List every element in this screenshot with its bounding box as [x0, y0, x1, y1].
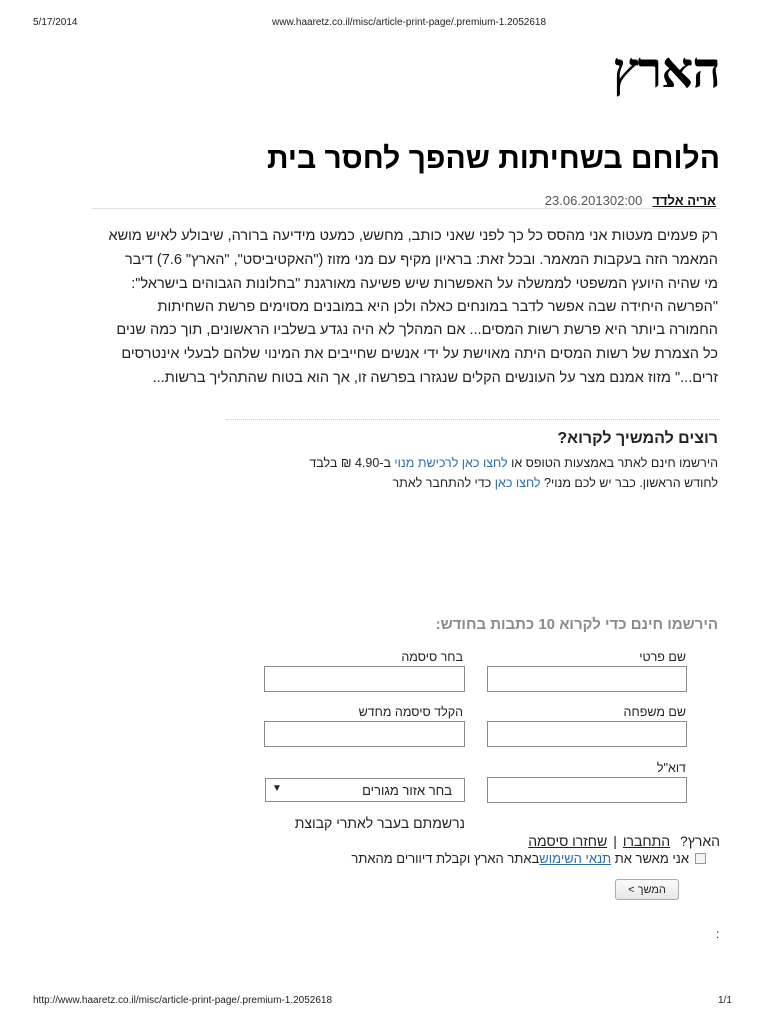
login-link[interactable]: התחברו: [622, 833, 671, 849]
cta-price-text: ב-4.90 ₪ בלבד: [309, 456, 395, 470]
article-body-line: החמורה ביותר היא פרשת רשות המסים... אם המהלך לא היה נגדע בשלביו הראשונים, תוך כמה שנים: [116, 322, 718, 338]
cta-text: לחודש הראשון. כבר יש לכם מנוי?: [540, 476, 718, 490]
footer-url: http://www.haaretz.co.il/misc/article-print-page/.premium-1.2052618: [33, 995, 333, 1006]
article-body-line: המאמר הזה בעקבות המאמר. ובכל זאת: בראיון מקיף עם מני מזוז ("האקטיביסט", "הארץ" 7.6) דיבר: [124, 252, 718, 268]
byline: [535, 193, 716, 208]
password-confirm-input[interactable]: [264, 721, 465, 747]
paywall-divider: [226, 419, 720, 420]
first-name-input[interactable]: [487, 666, 687, 692]
registration-title: הירשמו חינם כדי לקרוא 10 כתבות בחודש:: [435, 616, 718, 633]
page-number: 1/1: [718, 995, 732, 1006]
dropdown-arrow-icon: ▼: [272, 783, 282, 794]
author-link[interactable]: אריה אלדד: [652, 193, 716, 208]
article-body-line: כל הצמרת של רשות המסים היתה מאוישת על ידי אנשים שחייבים את המינוי שלהם לבעלי אינטרסים: [121, 346, 718, 362]
print-url: www.haaretz.co.il/misc/article-print-page/.premium-1.2052618: [272, 17, 547, 28]
password-input[interactable]: [264, 666, 465, 692]
previously-registered-text: נרשמתם בעבר לאתרי קבוצת: [294, 815, 465, 831]
last-name-label: שם משפחה: [623, 705, 686, 719]
cta-text: כדי להתחבר לאתר: [392, 476, 495, 490]
subscribe-link[interactable]: לחצו כאן לרכישת מנוי: [394, 456, 508, 470]
login-here-link[interactable]: לחצו כאן: [494, 476, 541, 490]
haaretz-logo: הארץ: [612, 40, 720, 99]
terms-checkbox[interactable]: [695, 853, 706, 864]
terms-text: אני מאשר את: [614, 851, 689, 866]
last-name-input[interactable]: [487, 721, 687, 747]
article-body-line: "הפרשה היחידה שבה אפשר לדבר במונחים כאלה ולכן היא במובנים מסוימים פרשת השחיתות: [157, 299, 718, 315]
password-label: בחר סיסמה: [401, 650, 463, 664]
article-body-line: זרים..." מזוז אמנם מצר על העונשים הקלים שנגזרו בפרשה זו, אך הוא בטוח שהתהליך ברשות...: [152, 370, 718, 386]
email-input[interactable]: [487, 777, 687, 803]
terms-suffix: באתר הארץ וקבלת דיוורים מהאתר: [351, 851, 540, 866]
byline-divider: [92, 208, 720, 209]
print-date: 5/17/2014: [33, 17, 78, 28]
terms-link[interactable]: תנאי השימוש: [539, 851, 612, 866]
region-select-value: בחר אזור מגורים: [362, 783, 452, 798]
trailing-colon: :: [716, 927, 720, 941]
first-name-label: שם פרטי: [639, 650, 686, 664]
paywall-heading: רוצים להמשיך לקרוא?: [557, 430, 718, 447]
article-time: 02:00: [609, 193, 643, 208]
article-title: הלוחם בשחיתות שהפך לחסר בית: [266, 142, 720, 175]
terms-row: [351, 851, 706, 866]
login-prefix: הארץ?: [680, 833, 720, 849]
article-date: 23.06.2013: [544, 193, 610, 208]
article-body-line: מי שהיה היועץ המשפטי לממשלה על האפשרות שיש פשיעה מאורגנת "בחלונות הגבוהים בישראל":: [131, 276, 718, 292]
next-button[interactable]: המשך >: [615, 879, 679, 900]
paywall-text-line-1: [309, 456, 718, 470]
login-separator: |: [613, 833, 617, 849]
paywall-text-line-2: [393, 476, 719, 490]
reset-password-link[interactable]: שחזרו סיסמה: [528, 833, 608, 849]
login-row: [528, 833, 720, 849]
article-body-line: רק פעמים מעטות אני מהסס כל כך לפני שאני כותב, מחשש, כמעט מידיעה ברורה, שיבולע לאיש מושא: [108, 228, 718, 244]
email-label: דוא"ל: [656, 761, 686, 775]
cta-text: הירשמו חינם לאתר באמצעות הטופס או: [507, 456, 718, 470]
region-select[interactable]: [265, 778, 465, 802]
password-confirm-label: הקלד סיסמה מחדש: [358, 705, 463, 719]
